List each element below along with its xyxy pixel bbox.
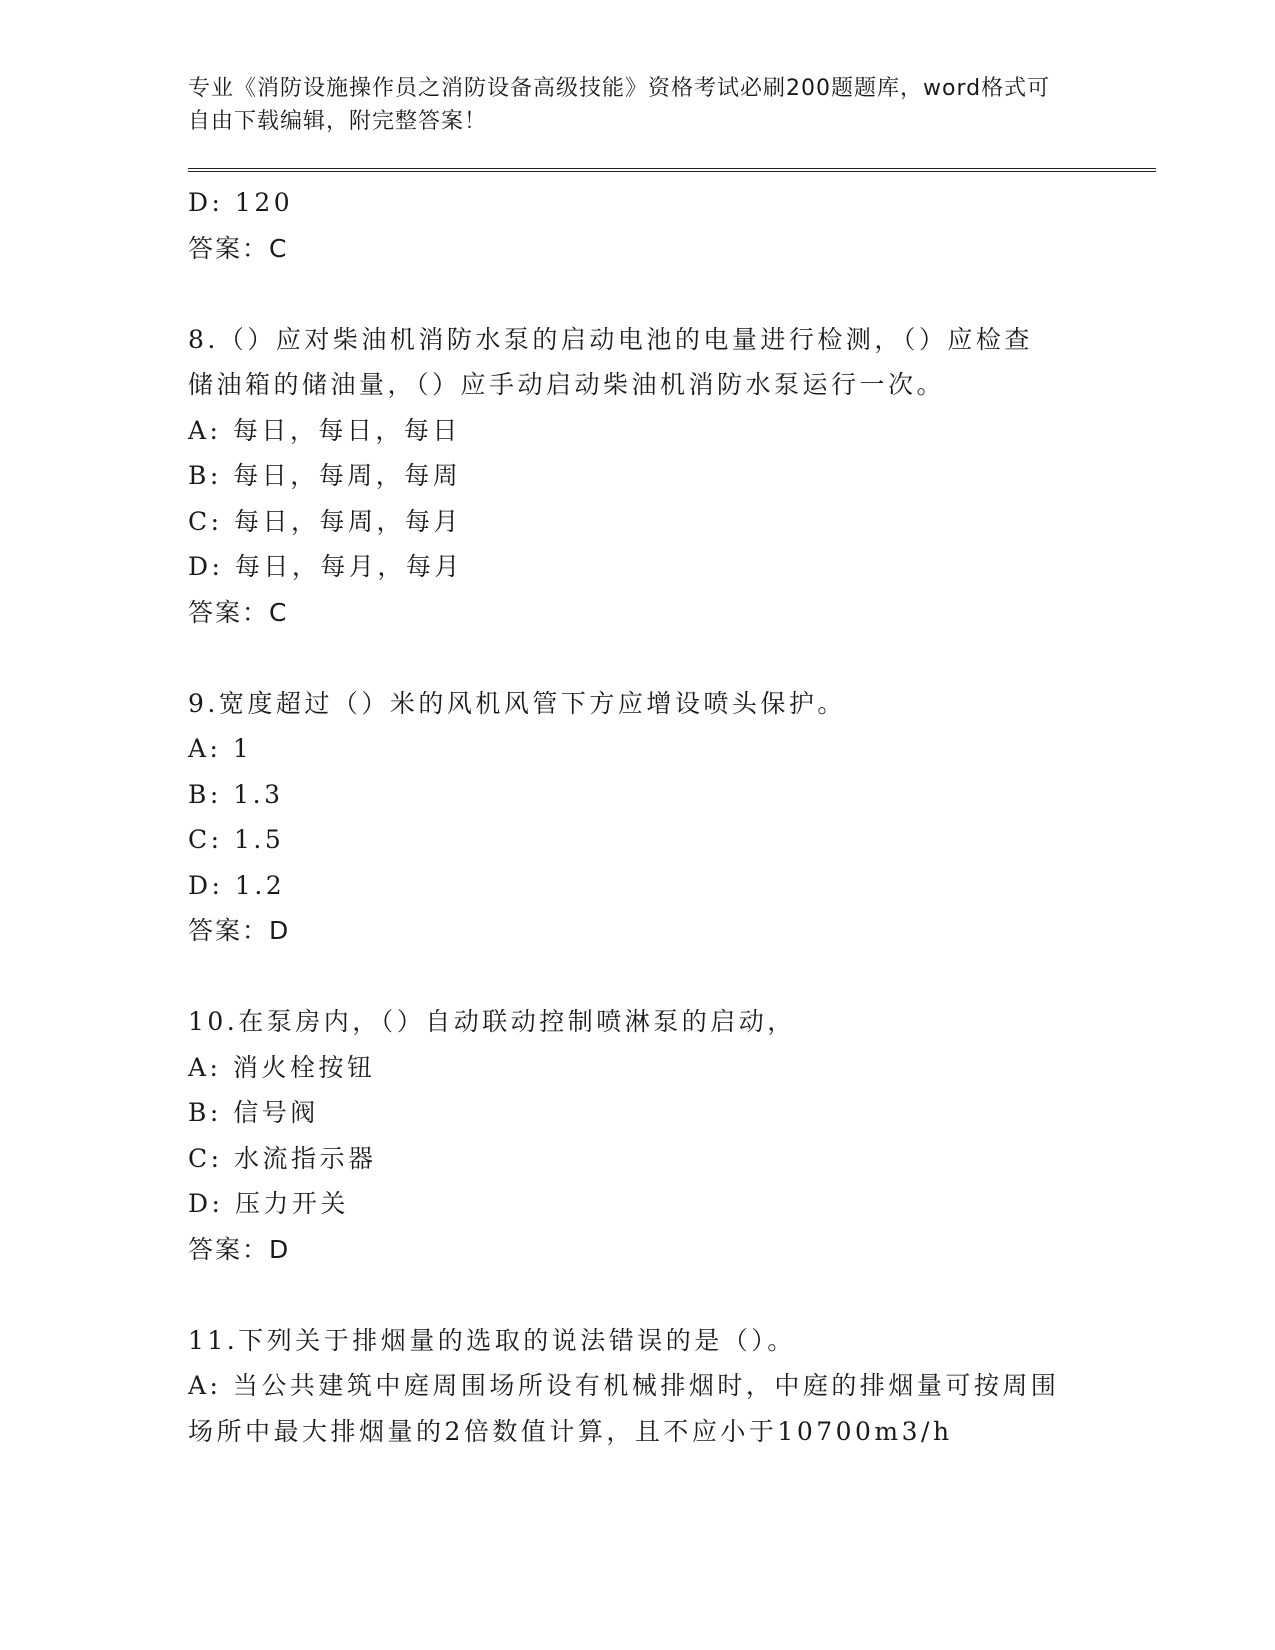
q10-stem: 10.在泵房内，（）自动联动控制喷淋泵的启动， <box>188 1007 796 1036</box>
q8-answer: 答案：C <box>188 597 289 627</box>
q10-answer: 答案：D <box>188 1234 291 1264</box>
q7-answer: 答案：C <box>188 233 289 263</box>
q10-option-a: A: 消火栓按钮 <box>188 1052 376 1082</box>
q9-answer: 答案：D <box>188 916 291 945</box>
q10-option-c: C: 水流指示器 <box>188 1143 377 1173</box>
q8-option-d: D: 每日，每月，每月 <box>188 552 463 581</box>
q11-option-a-line1: A: 当公共建筑中庭周围场所设有机械排烟时，中庭的排烟量可按周围 <box>188 1371 1060 1400</box>
q8-option-b: B: 每日，每周，每周 <box>188 461 462 490</box>
document-body <box>188 180 1156 1454</box>
q8-stem-line2: 储油箱的储油量，（）应手动启动柴油机消防水泵运行一次。 <box>188 370 946 399</box>
q9-stem: 9.宽度超过（）米的风机风管下方应增设喷头保护。 <box>188 688 846 718</box>
q9-option-d: D: 1.2 <box>188 870 286 900</box>
q8-stem-line1: 8.（）应对柴油机消防水泵的启动电池的电量进行检测，（）应检查 <box>188 324 1033 354</box>
q11-stem: 11.下列关于排烟量的选取的说法错误的是（）。 <box>188 1325 796 1355</box>
q10-option-d: D: 压力开关 <box>188 1189 349 1218</box>
document-page <box>188 72 1156 1454</box>
q9-option-a: A: 1 <box>188 734 253 763</box>
header-divider <box>188 168 1156 172</box>
q8-option-a: A: 每日，每日，每日 <box>188 415 461 445</box>
document-header: 专业《消防设施操作员之消防设备高级技能》资格考试必刷200题题库，word格式可自由下载编辑，附完整答案！ <box>188 76 1051 134</box>
q9-option-b: B: 1.3 <box>188 779 284 809</box>
q11-option-a-line2: 场所中最大排烟量的2倍数值计算，且不应小于10700m3/h <box>188 1416 953 1446</box>
q10-option-b: B: 信号阀 <box>188 1098 319 1127</box>
q7-option-d: D: 120 <box>188 188 294 217</box>
q9-option-c: C: 1.5 <box>188 825 285 854</box>
q8-option-c: C: 每日，每周，每月 <box>188 506 462 536</box>
